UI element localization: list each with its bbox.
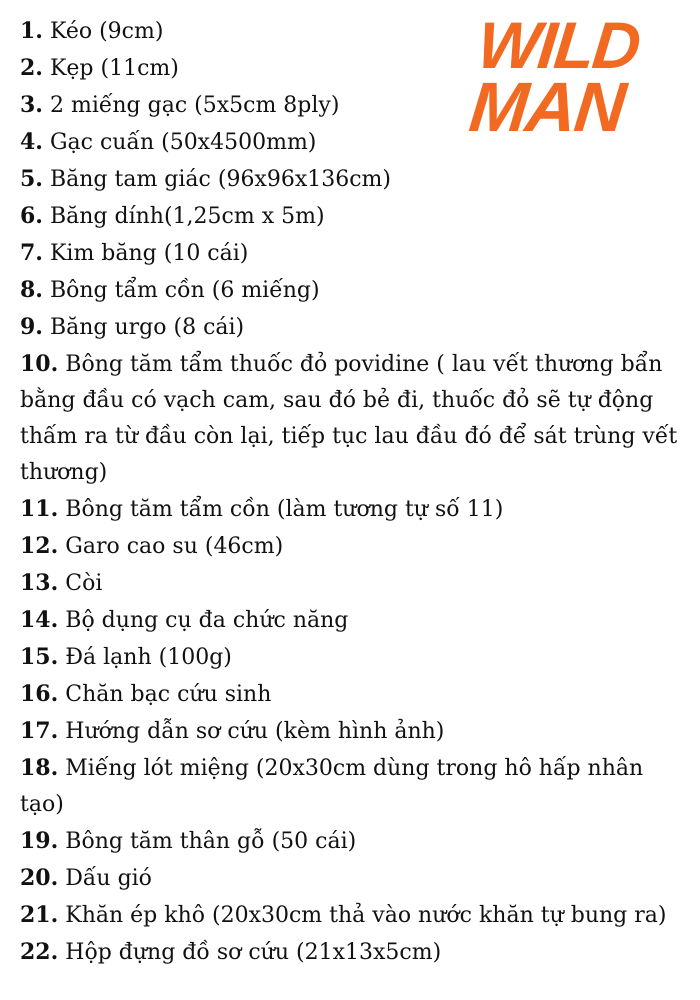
item-text: Hộp đựng đồ sơ cứu (21x13x5cm) [65,940,442,965]
item-text: Băng tam giác (96x96x136cm) [49,167,392,192]
item-text: Còi [65,571,103,596]
item-number: 11. [20,496,59,522]
item-number: 18. [20,755,59,781]
list-item [20,565,690,602]
item-text: Dấu gió [65,866,152,891]
item-number: 4. [20,129,43,155]
item-number: 9. [20,314,43,340]
item-number: 21. [20,902,59,928]
list-item [20,713,690,750]
first-aid-item-list [20,13,690,971]
item-text: Bộ dụng cụ đa chức năng [65,608,349,633]
list-item [20,235,690,272]
item-number: 1. [20,18,43,44]
list-item [20,823,690,860]
item-number: 20. [20,865,59,891]
list-item [20,528,690,565]
item-number: 15. [20,644,59,670]
logo-line-1: WILD [474,8,643,82]
item-text: Hướng dẫn sơ cứu (kèm hình ảnh) [65,719,445,744]
list-item [20,13,690,50]
list-item [20,602,690,639]
item-number: 14. [20,607,59,633]
item-text: Miếng lót miệng (20x30cm dùng trong hô hấp nhân tạo) [20,756,644,817]
item-text: Bông tăm thân gỗ (50 cái) [65,829,357,854]
list-item [20,750,690,823]
item-number: 13. [20,570,59,596]
item-text: Chăn bạc cứu sinh [65,682,272,707]
item-text: Bông tăm tẩm cồn (làm tương tự số 11) [65,497,504,522]
list-item [20,50,690,87]
item-text: Đá lạnh (100g) [65,645,232,670]
list-item [20,491,690,528]
item-number: 12. [20,533,59,559]
item-number: 8. [20,277,43,303]
item-text: Băng urgo (8 cái) [49,315,245,340]
list-item [20,124,690,161]
item-text: Garo cao su (46cm) [65,534,284,559]
item-number: 22. [20,939,59,965]
item-number: 10. [20,351,59,377]
logo-line-2: MAN [465,68,628,146]
item-number: 17. [20,718,59,744]
item-text: Kẹp (11cm) [49,56,179,81]
item-number: 7. [20,240,43,266]
item-text: Gạc cuấn (50x4500mm) [49,130,317,155]
item-number: 5. [20,166,43,192]
item-text: Khăn ép khô (20x30cm thả vào nước khăn tự bung ra) [65,903,667,928]
list-item [20,309,690,346]
list-item [20,272,690,309]
list-item [20,676,690,713]
item-number: 6. [20,203,43,229]
list-item [20,639,690,676]
item-number: 19. [20,828,59,854]
list-item [20,161,690,198]
list-item [20,934,690,971]
item-text: Kéo (9cm) [49,19,164,44]
list-item [20,198,690,235]
list-item [20,87,690,124]
list-item [20,860,690,897]
item-text: 2 miếng gạc (5x5cm 8ply) [49,93,340,118]
list-item [20,346,690,491]
item-number: 16. [20,681,59,707]
item-text: Băng dính(1,25cm x 5m) [49,204,325,229]
item-text: Bông tăm tẩm thuốc đỏ povidine ( lau vết thương bẩn bằng đầu có vạch cam, sau đó bẻ đi, thuốc đỏ sẽ tự động thấm ra từ đầu còn lại, tiếp tục lau đầu đó để sát trùng vết thương) [20,352,678,485]
list-item [20,897,690,934]
item-number: 3. [20,92,43,118]
item-number: 2. [20,55,43,81]
item-text: Bông tẩm cồn (6 miếng) [49,278,320,303]
item-text: Kim băng (10 cái) [49,241,249,266]
